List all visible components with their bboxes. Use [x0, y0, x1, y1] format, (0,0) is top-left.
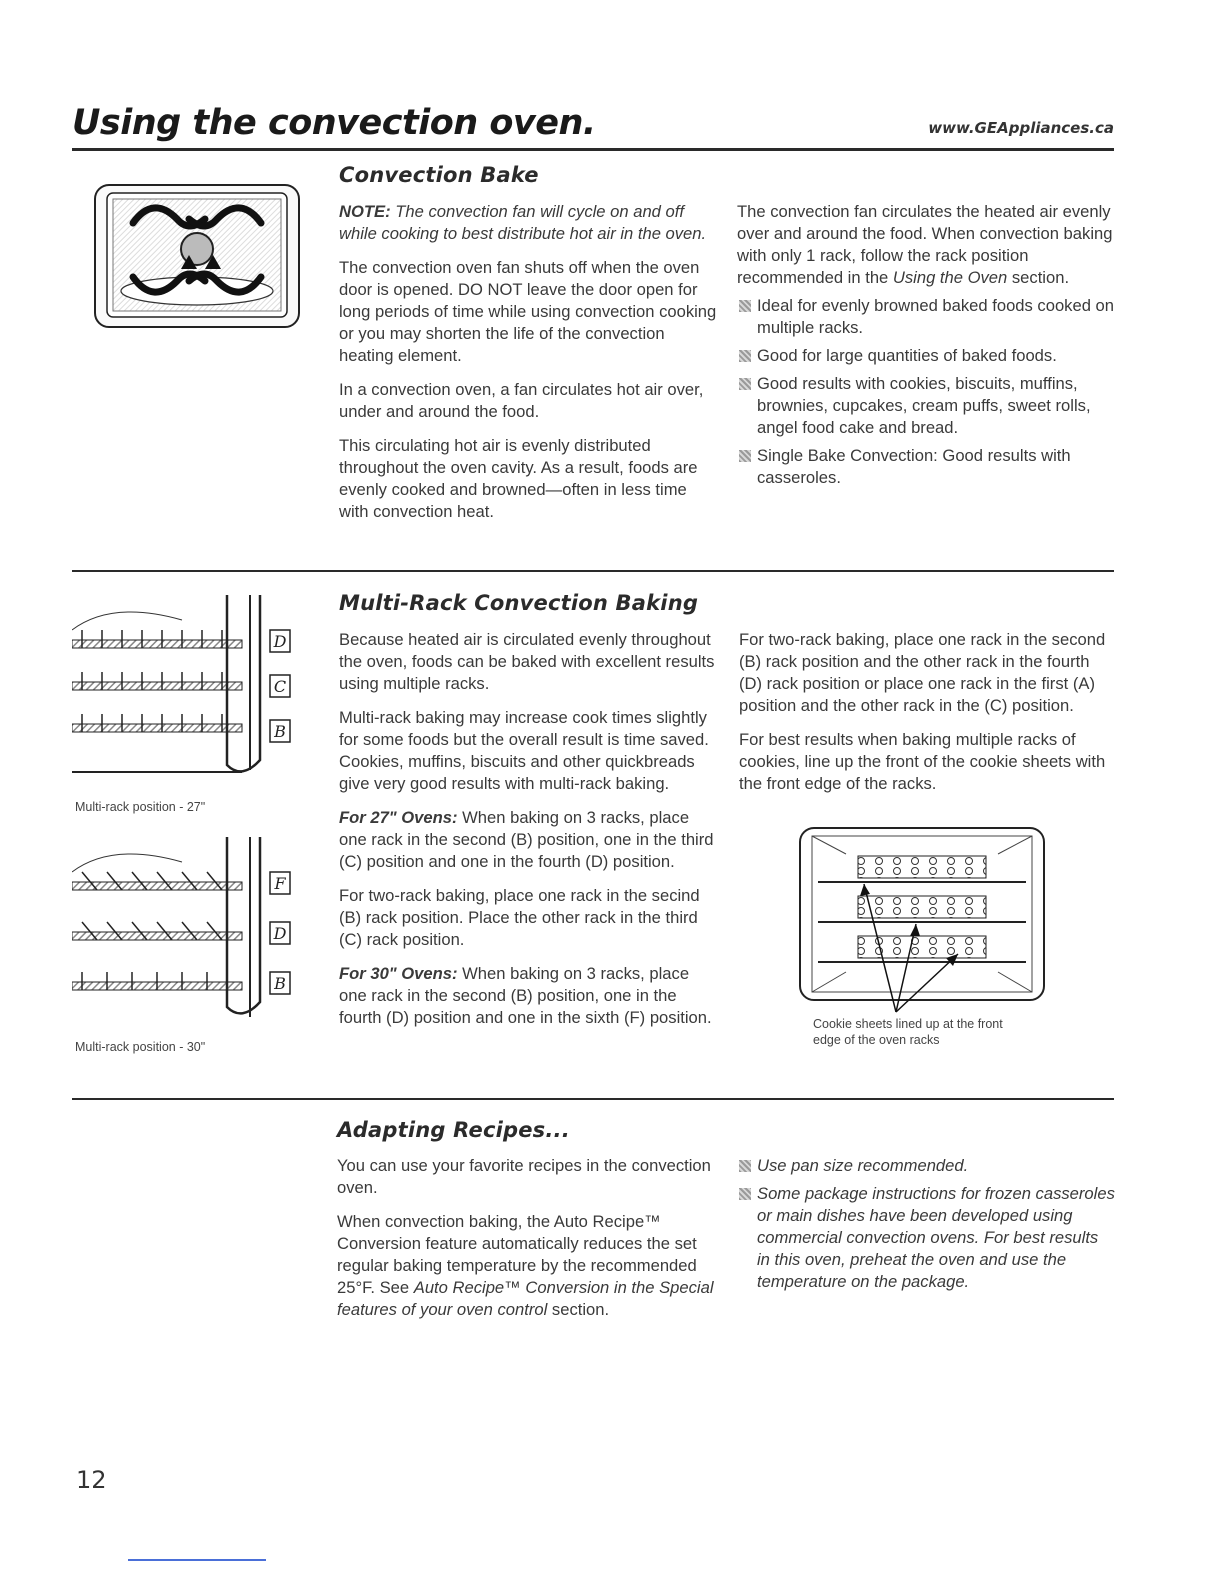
convection-bake-left-column	[339, 201, 717, 523]
bullet-square-icon	[739, 350, 751, 362]
ovens-27-text: When baking on 3 racks, place one rack in the second (B) position, one in the third (C) position and one in the fourth (D) position.	[339, 808, 714, 871]
using-the-oven-ref: Using the Oven	[892, 268, 1008, 287]
fan-circulates-paragraph: In a convection oven, a fan circulates hot air over, under and around the food.	[339, 380, 704, 421]
rack-label-30-f: F	[274, 874, 286, 893]
multi-rack-heading: Multi-Rack Convection Baking	[339, 591, 699, 615]
auto-recipe-text-end: section.	[547, 1300, 610, 1319]
bullet-square-icon	[739, 378, 751, 390]
list-item: Single Bake Convection: Good results with casseroles.	[737, 445, 1115, 489]
cookie-sheets-caption: Cookie sheets lined up at the front edge of the oven racks	[813, 1017, 1003, 1047]
bullet-square-icon	[739, 300, 751, 312]
rack-diagram-27	[72, 590, 292, 790]
list-item: Good results with cookies, biscuits, muffins, brownies, cupcakes, cream puffs, sweet rolls, angel food cake and bread.	[737, 373, 1115, 439]
convection-bake-bullets	[737, 295, 1115, 489]
convection-oven-illustration	[93, 183, 301, 329]
cookie-sheets-paragraph: For best results when baking multiple racks of cookies, line up the front of the cookie sheets with the front edge of the racks.	[739, 730, 1106, 793]
section-divider	[72, 1098, 1114, 1100]
single-rack-text: The convection fan circulates the heated air evenly over and around the food. When convection baking with only 1 rack, follow the rack position recommended in the	[737, 202, 1113, 287]
website-url[interactable]: www.GEAppliances.ca	[928, 119, 1114, 137]
rack-label-30-d: D	[273, 924, 287, 943]
multi-rack-left-column	[339, 629, 717, 1029]
cookie-sheets-illustration	[798, 826, 1046, 1016]
rack-diagram-30	[72, 832, 292, 1032]
ovens-30-text: When baking on 3 racks, place one rack in the second (B) position, one in the fourth (D) position and one in the sixth (F) position.	[339, 964, 712, 1027]
auto-recipe-paragraph	[337, 1211, 715, 1321]
rack-label-27-b: B	[274, 722, 286, 741]
section-divider	[72, 570, 1114, 572]
convection-bake-heading: Convection Bake	[339, 163, 539, 187]
adapting-right-column	[737, 1155, 1115, 1293]
rack-label-27-c: C	[273, 677, 287, 696]
single-rack-paragraph	[737, 201, 1115, 289]
fan-shutoff-paragraph: The convection oven fan shuts off when the oven door is opened. DO NOT leave the door open for long periods of time while using convection cooking or you may shorten the life of the convection heating element.	[339, 258, 717, 365]
rack-label-30-b: B	[274, 974, 286, 993]
multi-rack-right-column	[739, 629, 1115, 795]
adapting-bullets	[737, 1155, 1115, 1293]
note-label: NOTE:	[339, 202, 391, 221]
heated-air-paragraph: Because heated air is circulated evenly throughout the oven, foods can be baked with excellent results using multiple racks.	[339, 630, 715, 693]
footer-underline	[128, 1559, 266, 1561]
header-rule	[72, 148, 1114, 151]
rack-label-27-d: D	[273, 632, 287, 651]
page-title: Using the convection oven.	[72, 103, 596, 143]
cook-times-paragraph: Multi-rack baking may increase cook times slightly for some foods but the overall result is time saved. Cookies, muffins, biscuits and other quickbreads give very good results with multi-rack baking.	[339, 708, 709, 793]
caption-27: Multi-rack position - 27"	[75, 800, 206, 814]
caption-30: Multi-rack position - 30"	[75, 1040, 206, 1054]
page-number: 12	[76, 1466, 107, 1494]
ovens-27-paragraph	[339, 807, 717, 873]
favorite-recipes-paragraph: You can use your favorite recipes in the convection oven.	[337, 1156, 711, 1197]
bullet-square-icon	[739, 450, 751, 462]
two-rack-paragraph: For two-rack baking, place one rack in the second (B) rack position and the other rack in the fourth (D) rack position or place one rack in the first (A) position and the other rack in the (C) position.	[739, 630, 1106, 715]
adapting-recipes-heading: Adapting Recipes...	[337, 1118, 570, 1142]
note-text: The convection fan will cycle on and off while cooking to best distribute hot air in the oven.	[339, 202, 707, 243]
list-item: Good for large quantities of baked foods.	[737, 345, 1115, 367]
ovens-27-label: For 27" Ovens:	[339, 808, 458, 827]
single-rack-text-end: section.	[1007, 268, 1070, 287]
bullet-square-icon	[739, 1160, 751, 1172]
list-item: Use pan size recommended.	[737, 1155, 1115, 1177]
convection-bake-right-column	[737, 201, 1115, 489]
ovens-30-label: For 30" Ovens:	[339, 964, 458, 983]
bullet-square-icon	[739, 1188, 751, 1200]
adapting-left-column	[337, 1155, 715, 1321]
even-distribution-paragraph: This circulating hot air is evenly distributed throughout the oven cavity. As a result, foods are evenly cooked and browned—often in less time with convection heat.	[339, 436, 698, 521]
auto-recipe-text: When convection baking, the Auto Recipe™ Conversion feature automatically reduces the set regular baking temperature by the recommended 25°F. See	[337, 1212, 697, 1297]
note-paragraph	[339, 201, 717, 245]
list-item: Some package instructions for frozen casseroles or main dishes have been developed using commercial convection ovens. For best results in this oven, preheat the oven and use the temperature on the package.	[737, 1183, 1115, 1293]
auto-recipe-ref: Auto Recipe™ Conversion in the Special features of your oven control	[337, 1278, 714, 1319]
list-item: Ideal for evenly browned baked foods cooked on multiple racks.	[737, 295, 1115, 339]
ovens-30-paragraph	[339, 963, 717, 1029]
two-rack-27-paragraph: For two-rack baking, place one rack in the secind (B) rack position. Place the other rack in the third (C) rack position.	[339, 886, 700, 949]
